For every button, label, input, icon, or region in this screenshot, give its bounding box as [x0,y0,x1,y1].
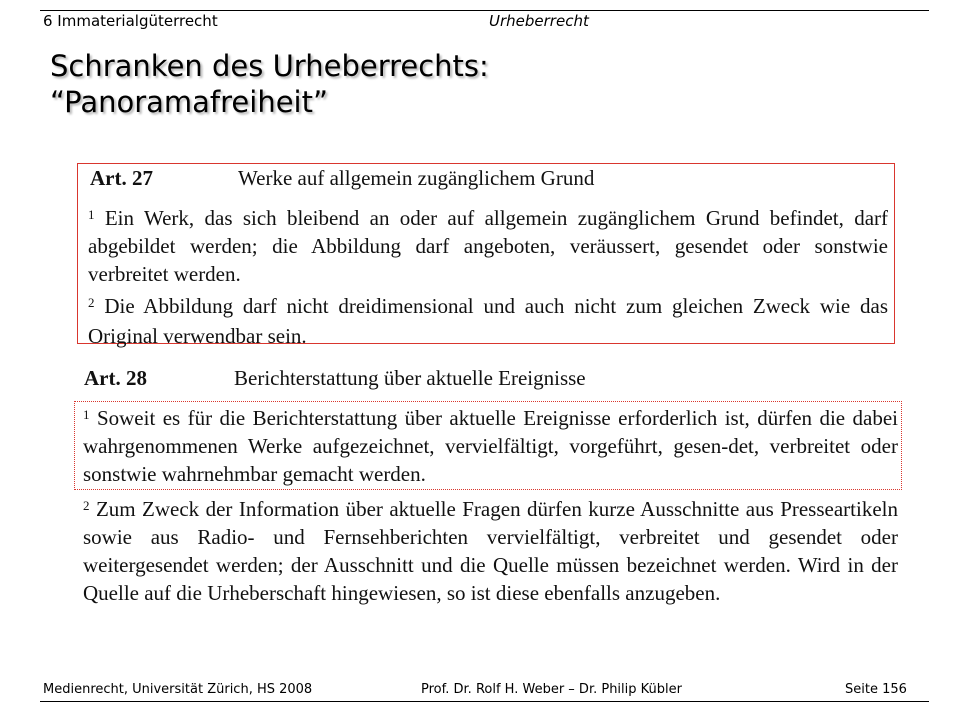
art28-number: Art. 28 [84,366,147,390]
footer-authors: Prof. Dr. Rolf H. Weber – Dr. Philip Kübler [421,682,682,697]
footer-rule [40,701,929,702]
slide-title [50,48,489,120]
art27-heading: Werke auf allgemein zugänglichem Grund [238,166,595,190]
art28-p2-text: Zum Zweck der Information über aktuelle Fragen dürfen kurze Ausschnitte aus Presseartikeln sowie aus Radio- und Fernsehberichten vervielfältigt, verbreitet und gesendet oder weitergesendet werden; der Ausschnitt und die Quelle müssen bezeichnet werden. Wird in der Quelle auf die Urheberschaft hingewiesen, so ist diese ebenfalls anzugeben. [83,497,898,605]
art28-header [84,366,586,391]
header-section: 6 Immaterialgüterrecht [43,12,218,30]
art27-number: Art. 27 [90,166,153,190]
footer-page-number: Seite 156 [845,682,907,697]
art28-p1-number: 1 [83,407,90,422]
header-topic: Urheberrecht [489,12,589,30]
art27-p2-text: Die Abbildung darf nicht dreidimensional und auch nicht zum gleichen Zweck wie das Original verwendbar sein. [88,294,888,348]
art28-paragraph-2 [83,492,898,607]
slide-title-line1: Schranken des Urheberrechts: [50,49,489,83]
header-rule [40,10,929,11]
art28-p2-number: 2 [83,498,90,513]
footer-course: Medienrecht, Universität Zürich, HS 2008 [43,682,313,697]
art27-paragraph-1 [88,201,888,288]
art28-paragraph-1 [83,401,898,488]
art27-p1-text: Ein Werk, das sich bleibend an oder auf allgemein zugänglichem Grund befindet, darf abgebildet werden; die Abbildung darf angeboten, veräussert, gesendet oder sonstwie verbreitet werden. [88,206,888,286]
art28-heading: Berichterstattung über aktuelle Ereignisse [234,366,586,390]
art27-paragraph-2 [88,288,888,351]
art27-p1-number: 1 [88,207,95,222]
art28-p1-text: Soweit es für die Berichterstattung über aktuelle Ereignisse erforderlich ist, dürfen die dabei wahrgenommenen Werke aufgezeichnet, vervielfältigt, vorgeführt, gesen-det, verbreitet oder sonstwie wahrnehmbar gemacht werden. [83,406,899,486]
art27-header [90,166,595,191]
slide-title-line2: “Panoramafreiheit” [50,85,328,119]
art27-p2-number: 2 [88,295,95,310]
